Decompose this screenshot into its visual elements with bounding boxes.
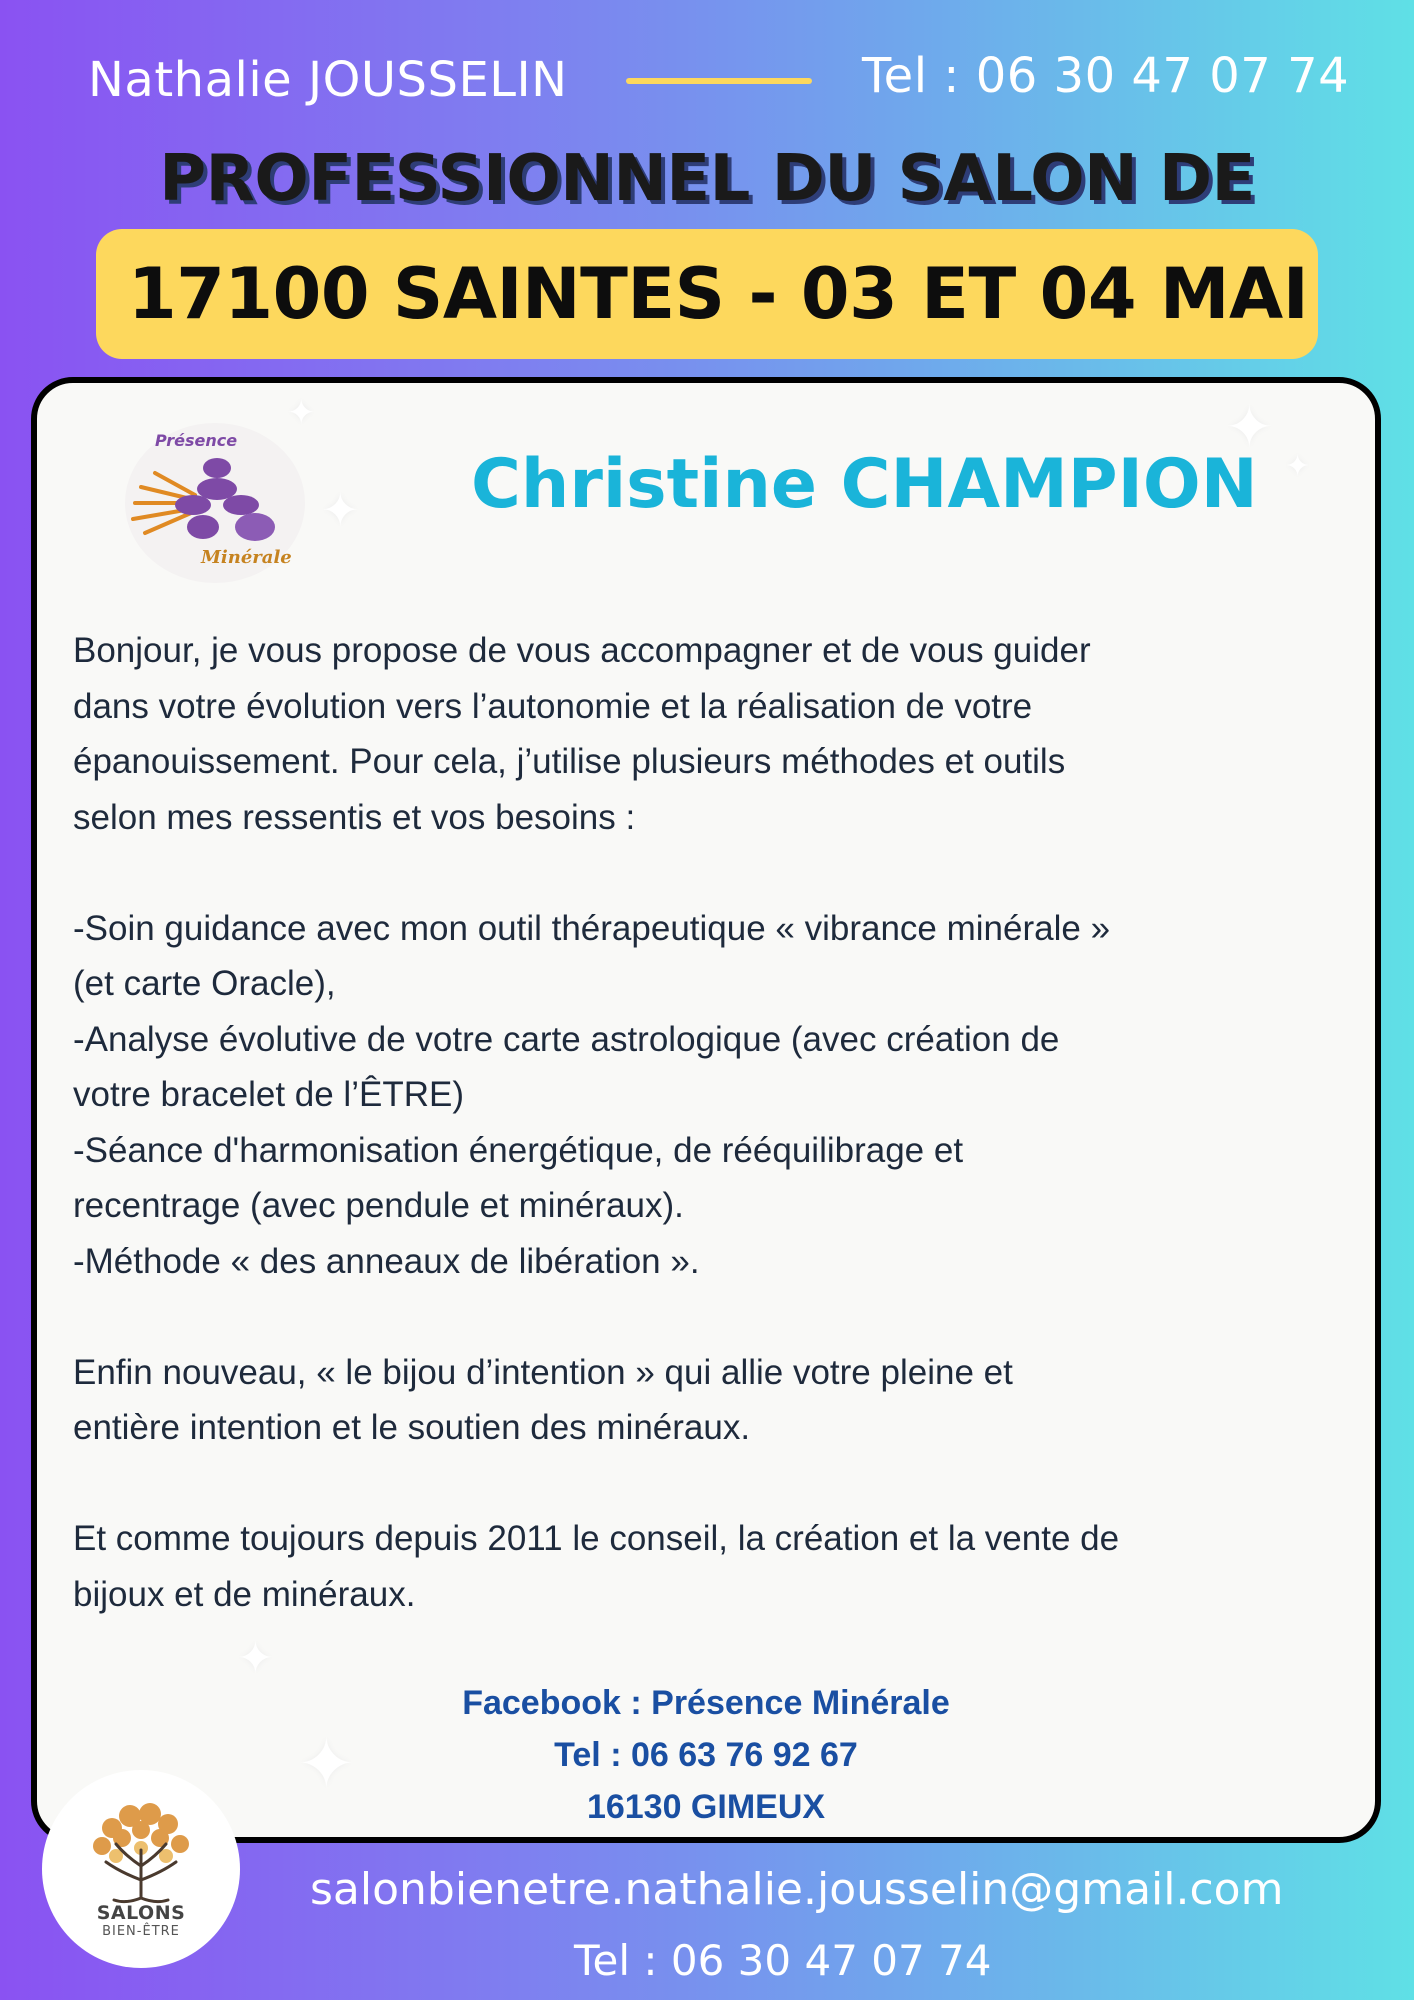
exhibitor-name: Christine CHAMPION [471,445,1258,524]
logo-text-bottom: Minérale [201,547,292,568]
headline: PROFESSIONNEL DU SALON DE [159,142,1255,216]
sparkle-icon: ✦ [287,393,316,433]
new-offer-paragraph: Enfin nouveau, « le bijou d’intention » qui allie votre pleine et entière intention et le soutien des minéraux. [73,1352,1013,1447]
intro-paragraph: Bonjour, je vous propose de vous accompagner et de vous guider dans votre évolution vers l’autonomie et la réalisation de votre épanouissement. Pour cela, j’utilise plusieurs méthodes et outils selon mes ressentis et vos besoins : [73,631,1091,837]
event-location-date: 17100 SAINTES - 03 ET 04 MAI [128,253,1309,335]
facebook-link[interactable]: Facebook : Présence Minérale [462,1684,950,1722]
salons-bien-etre-tree-logo [42,1770,240,1968]
event-banner [96,229,1318,359]
organizer-name: Nathalie JOUSSELIN [88,52,568,108]
sparkle-icon: ✦ [1225,393,1274,461]
presence-minerale-logo [125,423,305,583]
closing-paragraph: Et comme toujours depuis 2011 le conseil, la création et la vente de bijoux et de minéraux. [73,1519,1120,1614]
exhibitor-phone: Tel : 06 63 76 92 67 [554,1736,858,1774]
contact-email[interactable]: salonbienetre.nathalie.jousselin@gmail.com [310,1864,1284,1915]
header-divider [626,78,812,84]
salons-logo-word: SALONS [96,1902,186,1924]
sparkle-icon: ✦ [321,483,360,537]
services-list: -Soin guidance avec mon outil thérapeutique « vibrance minérale » (et carte Oracle), -Analyse évolutive de votre carte astrologique (avec création de votre bracelet de l’ÊTRE) -Séance d'harmonisation énergétique, de rééquilibrage et recentrage (avec pendule et minéraux). -Méthode « des anneaux de libération ». [73,908,1111,1281]
exhibitor-address: 16130 GIMEUX [586,1788,826,1826]
sparkle-icon: ✦ [237,1633,274,1684]
sparkle-icon: ✦ [297,1723,356,1805]
sparkle-icon: ✦ [1285,449,1311,484]
organizer-phone: Tel : 06 30 47 07 74 [862,48,1350,104]
description [73,623,1353,1622]
logo-text-top: Présence [155,431,238,450]
salons-logo-subtitle: BIEN-ÊTRE [102,1924,180,1939]
exhibitor-card [31,377,1381,1843]
footer-phone: Tel : 06 30 47 07 74 [574,1936,992,1985]
